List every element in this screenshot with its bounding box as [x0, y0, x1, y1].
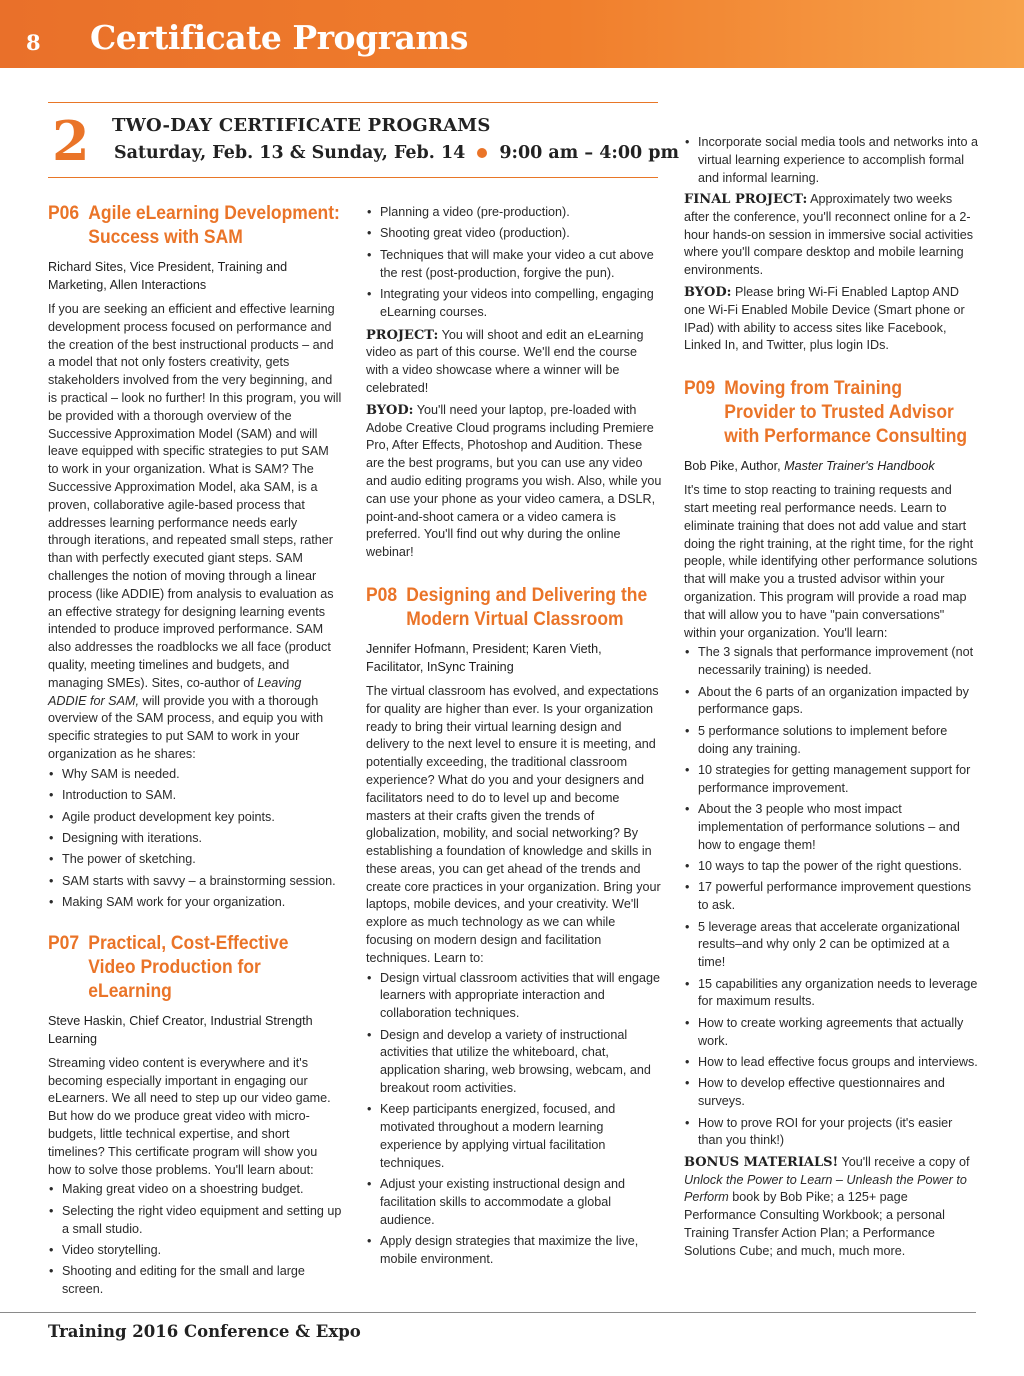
list-item: • Agile product development key points.: [48, 809, 342, 827]
program-banner: [48, 102, 680, 178]
banner-schedule: [114, 143, 679, 163]
list-item: • 5 leverage areas that accelerate organizational results–and why only 2 can be optimized at a time!: [684, 919, 978, 972]
program-description: It's time to stop reacting to training requests and start meeting real performance needs. Learn to eliminate training that does not add value and start doing the right training, at the right time, for the right people, while identifying other performance solutions that will make you a trusted advisor within your organization. This program will provide a road map that will allow you to have "pain conversations" within your organization. You'll learn:: [684, 483, 978, 640]
byod-note: [684, 284, 978, 355]
list-item: • Shooting great video (production).: [366, 225, 662, 243]
final-project-note: [684, 191, 978, 280]
list-item: • Incorporate social media tools and networks into a virtual learning experience to accomplish formal and informal learning.: [684, 134, 978, 187]
byod-note: [366, 402, 662, 562]
final-project-text: Approximately two weeks after the conference, you'll reconnect online for a 2-hour hands-on session in immersive social activities where you'll compare desktop and mobile learning environments.: [684, 191, 974, 278]
list-item: • The power of sketching.: [48, 851, 342, 869]
list-item: • About the 3 people who most impact implementation of performance solutions – and how to engage them!: [684, 801, 978, 854]
banner-title: TWO-DAY CERTIFICATE PROGRAMS: [112, 115, 491, 136]
list-item: • SAM starts with savvy – a brainstorming session.: [48, 873, 342, 891]
speaker-name: Bob Pike, Author,: [684, 459, 785, 474]
list-item: • About the 6 parts of an organization impacted by performance gaps.: [684, 684, 978, 720]
program-title: [684, 377, 976, 449]
bonus-book-title: Unlock the Power to Learn – Unleash the Power to Perform: [684, 1172, 967, 1205]
program-title: [48, 202, 340, 250]
list-item: • 10 strategies for getting management support for performance improvement.: [684, 762, 978, 798]
list-item: • Video storytelling.: [48, 1242, 342, 1260]
program-description: The virtual classroom has evolved, and expectations for quality are higher than ever. Is your organization ready to bring their virtual learning design and delivery to the next level to ensure it is meeting, and potentially exceeding, the traditional classroom experience? What do you and your designers and facilitators need to do to level up and become masters at their crafts given the trends of globalization, mobility, and social networking? By establishing a foundation of knowledge and skills in these areas, you can get ahead of the trends and create core practices in your organization. Bring your laptops, mobile devices, and your creativity. We'll explore as much technology as we can while focusing on modern design and facilitation techniques. Learn to:: [366, 683, 661, 965]
project-note: [366, 327, 662, 398]
bullet-list-continued: [366, 204, 662, 322]
bullet-list: [684, 644, 978, 1150]
banner-dates: Saturday, Feb. 13 & Sunday, Feb. 14: [114, 143, 466, 163]
footer-rule: [0, 1312, 976, 1313]
program-speaker: Jennifer Hofmann, President; Karen Vieth, Facilitator, InSync Training: [366, 641, 602, 674]
list-item: • Making SAM work for your organization.: [48, 894, 342, 912]
bonus-text-cont: book by Bob Pike; a 125+ page Performance Consulting Workbook; a personal Training Transfer Action Plan; a Performance Solutions Cube; and much, much more.: [684, 1190, 945, 1258]
list-item: • 15 capabilities any organization needs to leverage for maximum results.: [684, 976, 978, 1012]
page-title: Certificate Programs: [90, 18, 468, 57]
list-item: • How to prove ROI for your projects (it's easier than you think!): [684, 1115, 978, 1151]
list-item: • How to develop effective questionnaires and surveys.: [684, 1075, 978, 1111]
program-name: Moving from Training Provider to Trusted Advisor with Performance Consulting: [724, 378, 968, 448]
program-p06: [48, 202, 342, 912]
list-item: • Apply design strategies that maximize the live, mobile environment.: [366, 1233, 662, 1269]
header-band: [0, 0, 1024, 68]
column-2: [366, 202, 662, 1272]
book-title: Leaving ADDIE for SAM,: [48, 675, 302, 708]
list-item: • How to lead effective focus groups and interviews.: [684, 1054, 978, 1072]
program-p09: [684, 377, 978, 1260]
program-name: Practical, Cost-Effective Video Production for eLearning: [88, 932, 289, 1002]
byod-label: BYOD:: [684, 284, 732, 300]
description-text-cont: will provide you with a thorough overview of the SAM process, and equip you with specific strategies to put SAM to work in your organization as he shares:: [48, 693, 324, 761]
program-code: P08: [366, 584, 398, 606]
byod-text: Please bring Wi-Fi Enabled Laptop AND one Wi-Fi Enabled Mobile Device (Smart phone or IPad) with ability to access sites like Facebook, Linked In, and Twitter, plus login IDs.: [684, 284, 965, 353]
list-item: • Keep participants energized, focused, and motivated throughout a modern learning experience by applying virtual facilitation techniques.: [366, 1101, 662, 1172]
banner-time: 9:00 am – 4:00 pm: [499, 143, 680, 163]
project-text: You will shoot and edit an eLearning video as part of this course. We'll end the course with a video showcase where a winner will be celebrated!: [366, 327, 644, 395]
footer-text: Training 2016 Conference & Expo: [48, 1322, 361, 1341]
column-1: [48, 202, 342, 1303]
program-description: Streaming video content is everywhere and it's becoming especially important in engaging our eLearners. We all need to step up our video game. But how do we produce great video with micro-budgets, little technical expertise, and short timelines? This certificate program will show you how to solve those problems. You'll learn about:: [48, 1055, 331, 1177]
description-text: If you are seeking an efficient and effective learning development process focused on performance and the creation of the best instructional products – and a model that not only fosters creativity, gets stakeholders involved from the very beginning, and is practical – look no further! In this program, you will be provided with a thorough overview of the Successive Approximation Model (SAM) and will leave equipped with specific strategies to put SAM to work in your organization. What is SAM? The Successive Approximation Model, aka SAM, is a proven, collaborative agile-based process that addresses learning performance needs early through iterations, and repeated small steps, rather than with perfectly executed giant steps. SAM challenges the notion of moving through a linear process (like ADDIE) from analysis to evaluation as an effective strategy for designing learning events intended to produce improved performance. SAM also addresses the roadblocks we all face (product quality, meeting timelines and budgets, and managing SMEs). Sites, co-author of: [48, 302, 342, 690]
list-item: • 5 performance solutions to implement before doing any training.: [684, 723, 978, 759]
project-label: PROJECT:: [366, 327, 439, 343]
list-item: • Designing with iterations.: [48, 830, 342, 848]
program-code: P07: [48, 932, 80, 954]
list-item: • Why SAM is needed.: [48, 766, 342, 784]
list-item: • Planning a video (pre-production).: [366, 204, 662, 222]
program-speaker: Steve Haskin, Chief Creator, Industrial Strength Learning: [48, 1013, 313, 1046]
speaker-book: Master Trainer's Handbook: [784, 459, 935, 474]
bullet-list: [48, 1181, 342, 1299]
list-item: • 10 ways to tap the power of the right questions.: [684, 858, 978, 876]
list-item: • The 3 signals that performance improvement (not necessarily training) is needed.: [684, 644, 978, 680]
program-code: P09: [684, 378, 716, 400]
program-title: [366, 584, 660, 632]
bullet-list-continued: [684, 134, 978, 187]
program-name: Agile eLearning Development: Success with SAM: [88, 203, 340, 248]
byod-label: BYOD:: [366, 402, 414, 418]
bullet-dot-icon: [477, 148, 487, 158]
program-speaker: Richard Sites, Vice President, Training and Marketing, Allen Interactions: [48, 260, 288, 292]
program-speaker: [684, 457, 978, 475]
final-project-label: FINAL PROJECT:: [684, 191, 808, 207]
page-number: 8: [26, 30, 41, 55]
list-item: • Integrating your videos into compelling, engaging eLearning courses.: [366, 286, 662, 322]
program-code: P06: [48, 203, 80, 224]
list-item: • How to create working agreements that actually work.: [684, 1015, 978, 1051]
list-item: • Shooting and editing for the small and large screen.: [48, 1263, 342, 1299]
list-item: • Design virtual classroom activities that will engage learners with appropriate interaction and collaboration techniques.: [366, 970, 662, 1023]
program-name: Designing and Delivering the Modern Virtual Classroom: [406, 584, 648, 630]
program-description: [48, 301, 342, 764]
list-item: • Selecting the right video equipment and setting up a small studio.: [48, 1203, 342, 1239]
column-3: [684, 132, 978, 1261]
list-item: • 17 powerful performance improvement questions to ask.: [684, 879, 978, 915]
program-p07: [48, 932, 342, 1299]
banner-number: 2: [52, 109, 90, 173]
list-item: • Techniques that will make your video a cut above the rest (post-production, forgive the pun).: [366, 247, 662, 283]
program-p08: [366, 584, 662, 1269]
bullet-list: [48, 766, 342, 912]
program-title: [48, 932, 340, 1004]
list-item: • Adjust your existing instructional design and facilitation skills to accommodate a global audience.: [366, 1176, 662, 1229]
bonus-label: BONUS MATERIALS!: [684, 1154, 839, 1170]
bonus-text: You'll receive a copy of: [841, 1154, 970, 1169]
byod-text: You'll need your laptop, pre-loaded with Adobe Creative Cloud programs including Premiere Pro, After Effects, Photoshop and Audition. These are the best programs, but you can use any video and audio editing programs you wish. Also, while you can use your phone as your video camera, a DSLR, point-and-shoot camera or a video camera is preferred. You'll find out why during the online webinar!: [366, 402, 662, 560]
bullet-list: [366, 970, 662, 1269]
list-item: • Introduction to SAM.: [48, 787, 342, 805]
bonus-materials-note: [684, 1154, 978, 1261]
list-item: • Making great video on a shoestring budget.: [48, 1181, 342, 1199]
list-item: • Design and develop a variety of instructional activities that utilize the whiteboard, chat, application sharing, web browsing, webcam, and breakout room activities.: [366, 1027, 662, 1098]
